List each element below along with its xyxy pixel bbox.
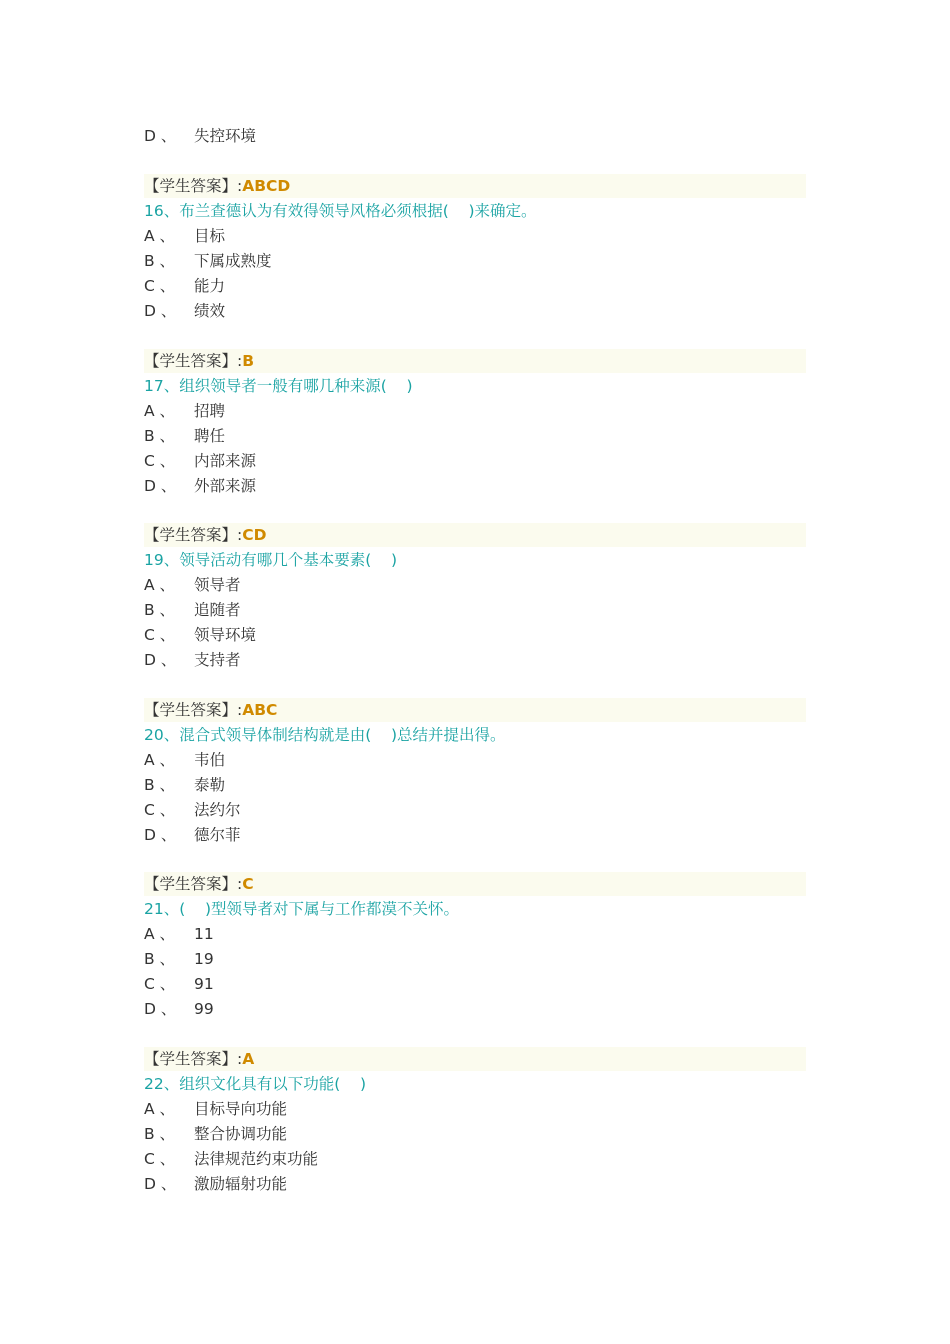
option-letter: B 、 (144, 601, 176, 619)
option-line (144, 773, 225, 798)
option-line (144, 1147, 318, 1172)
option-text: 11 (194, 925, 214, 943)
answer-prefix: 【学生答案】: (144, 875, 243, 893)
answer-prefix: 【学生答案】: (144, 1050, 243, 1068)
option-line (144, 474, 256, 499)
option-text: 目标导向功能 (194, 1100, 288, 1118)
option-text: 激励辐射功能 (194, 1175, 288, 1193)
option-text: 德尔菲 (194, 826, 241, 844)
option-line (144, 424, 225, 449)
option-text: 目标 (194, 227, 226, 245)
option-line (144, 124, 256, 149)
option-line (144, 997, 214, 1022)
option-line (144, 798, 241, 823)
question-text: 17、组织领导者一般有哪几种来源( ) (144, 377, 413, 395)
option-line (144, 623, 256, 648)
option-letter: B 、 (144, 1125, 176, 1143)
question-text: 16、布兰查德认为有效得领导风格必须根据( )来确定。 (144, 202, 537, 220)
option-text: 外部来源 (194, 477, 257, 495)
option-line (144, 1172, 287, 1197)
option-letter: D 、 (144, 1000, 177, 1018)
answer-value: ABCD (242, 177, 291, 195)
option-text: 招聘 (194, 402, 226, 420)
option-text: 追随者 (194, 601, 241, 619)
option-letter: B 、 (144, 427, 176, 445)
option-text: 支持者 (194, 651, 241, 669)
answer-value: C (242, 875, 254, 893)
option-letter: D 、 (144, 1175, 177, 1193)
option-letter: B 、 (144, 252, 176, 270)
option-text: 聘任 (194, 427, 226, 445)
option-letter: A 、 (144, 227, 176, 245)
option-letter: D 、 (144, 651, 177, 669)
option-line (144, 274, 225, 299)
answer-value: ABC (242, 701, 278, 719)
option-text: 19 (194, 950, 214, 968)
option-line (144, 823, 241, 848)
option-letter: A 、 (144, 576, 176, 594)
option-text: 整合协调功能 (194, 1125, 288, 1143)
option-letter: D 、 (144, 302, 177, 320)
option-letter: C 、 (144, 626, 176, 644)
option-text: 法律规范约束功能 (194, 1150, 319, 1168)
student-answer-bar (144, 872, 806, 896)
option-letter: B 、 (144, 950, 176, 968)
option-letter: A 、 (144, 925, 176, 943)
option-line (144, 972, 214, 997)
option-text: 泰勒 (194, 776, 226, 794)
option-line (144, 1122, 287, 1147)
option-line (144, 922, 214, 947)
option-letter: A 、 (144, 1100, 176, 1118)
option-text: 法约尔 (194, 801, 241, 819)
option-text: 能力 (194, 277, 226, 295)
answer-prefix: 【学生答案】: (144, 177, 243, 195)
option-letter: A 、 (144, 402, 176, 420)
option-text: 失控环境 (194, 127, 257, 145)
question-text: 21、( )型领导者对下属与工作都漠不关怀。 (144, 900, 460, 918)
option-line (144, 573, 241, 598)
option-letter: C 、 (144, 277, 176, 295)
option-letter: C 、 (144, 975, 176, 993)
option-letter: C 、 (144, 452, 176, 470)
question-text: 19、领导活动有哪几个基本要素( ) (144, 551, 398, 569)
answer-prefix: 【学生答案】: (144, 352, 243, 370)
option-text: 韦伯 (194, 751, 226, 769)
option-line (144, 748, 225, 773)
option-letter: C 、 (144, 801, 176, 819)
option-line (144, 1097, 287, 1122)
answer-value: B (242, 352, 255, 370)
option-letter: D 、 (144, 127, 177, 145)
student-answer-bar (144, 698, 806, 722)
option-line (144, 598, 241, 623)
option-line (144, 224, 225, 249)
student-answer-bar (144, 349, 806, 373)
answer-value: CD (242, 526, 267, 544)
option-text: 99 (194, 1000, 214, 1018)
option-letter: C 、 (144, 1150, 176, 1168)
student-answer-bar (144, 174, 806, 198)
question-text: 20、混合式领导体制结构就是由( )总结并提出得。 (144, 726, 506, 744)
student-answer-bar (144, 1047, 806, 1071)
option-letter: B 、 (144, 776, 176, 794)
option-line (144, 299, 225, 324)
student-answer-bar (144, 523, 806, 547)
answer-value: A (242, 1050, 255, 1068)
option-letter: D 、 (144, 477, 177, 495)
option-line (144, 249, 272, 274)
option-text: 内部来源 (194, 452, 257, 470)
answer-prefix: 【学生答案】: (144, 701, 243, 719)
option-line (144, 399, 225, 424)
option-text: 领导者 (194, 576, 241, 594)
option-text: 91 (194, 975, 214, 993)
option-text: 下属成熟度 (194, 252, 272, 270)
option-text: 领导环境 (194, 626, 257, 644)
option-line (144, 449, 256, 474)
option-text: 绩效 (194, 302, 226, 320)
option-letter: D 、 (144, 826, 177, 844)
answer-prefix: 【学生答案】: (144, 526, 243, 544)
question-text: 22、组织文化具有以下功能( ) (144, 1075, 367, 1093)
option-line (144, 648, 241, 673)
option-letter: A 、 (144, 751, 176, 769)
option-line (144, 947, 214, 972)
